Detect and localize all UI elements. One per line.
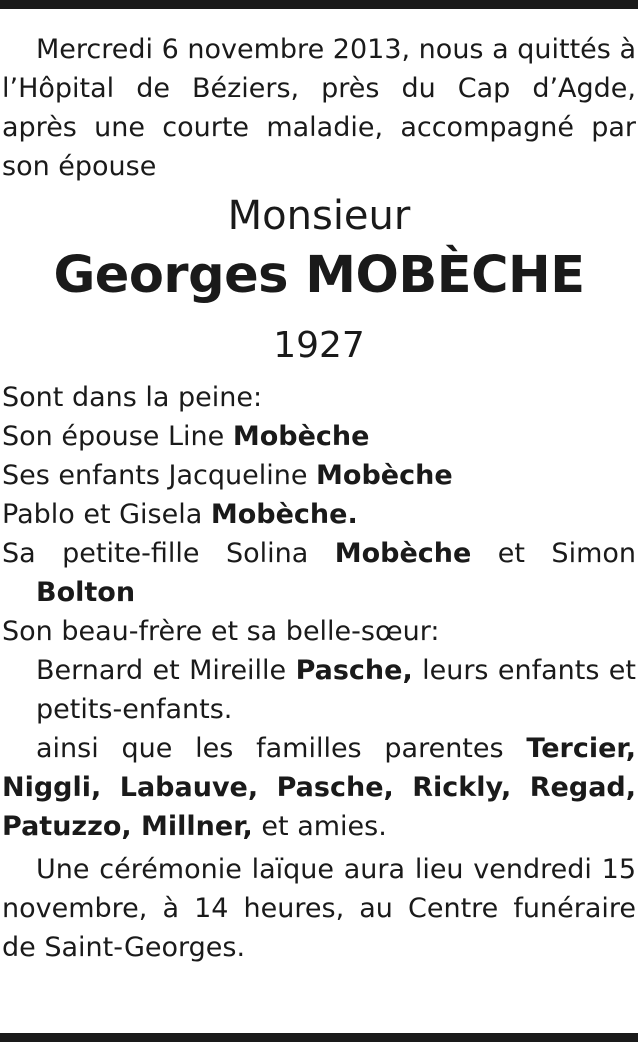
children-prefix: Ses enfants Jacqueline [2,460,317,491]
mourner-grandchild [2,534,636,612]
mourner-inlaws [2,651,636,729]
deceased-title: Monsieur [227,193,411,239]
children-surname: Mobèche [316,460,453,491]
mourners-heading: Sont dans la peine: [2,382,263,413]
mourner-spouse [2,417,636,456]
grandchild-partner-surname: Bolton [36,577,136,608]
ceremony-paragraph [2,850,636,967]
children2-prefix: Pablo et Gisela [2,499,211,530]
spouse-surname: Mobèche [232,421,370,452]
deceased-name: Georges MOBÈCHE [53,246,585,305]
grandchild-surname: Mobèche [334,538,472,569]
spouse-prefix: Son épouse Line [2,421,233,452]
mourner-families [2,729,636,846]
intro-paragraph [2,30,636,186]
inlaws-surname: Pasche, [295,655,413,686]
families-prefix: ainsi que les familles parentes [36,733,527,764]
grandchild-mid: et Simon [471,538,636,569]
top-border-rule [0,0,638,9]
inlaws-heading: Son beau-frère et sa belle-sœur: [2,616,440,647]
mourners-list [2,378,636,846]
families-surnames: Tercier, Niggli, Labauve, Pasche, Rickly, Regad, Patuzzo, Millner, [2,733,636,842]
grandchild-prefix: Sa petite-fille Solina [2,538,335,569]
children2-surname: Mobèche. [210,499,358,530]
families-suffix: et amies. [252,811,387,842]
inlaws-prefix: Bernard et Mireille [36,655,296,686]
mourner-children-2 [2,495,636,534]
deceased-birth-year: 1927 [273,325,365,366]
inlaws-suffix: leurs enfants et petits-enfants. [36,655,636,725]
bottom-border-rule [0,1033,638,1042]
intro-text: Mercredi 6 novembre 2013, nous a quittés à l’Hôpital de Béziers, près du Cap d’Agde, après une courte maladie, accompagné par son épouse [2,34,636,182]
obituary-notice [2,30,636,967]
ceremony-text: Une cérémonie laïque aura lieu vendredi 15 novembre, à 14 heures, au Centre funéraire de Saint-Georges. [2,854,636,963]
mourner-children [2,456,636,495]
